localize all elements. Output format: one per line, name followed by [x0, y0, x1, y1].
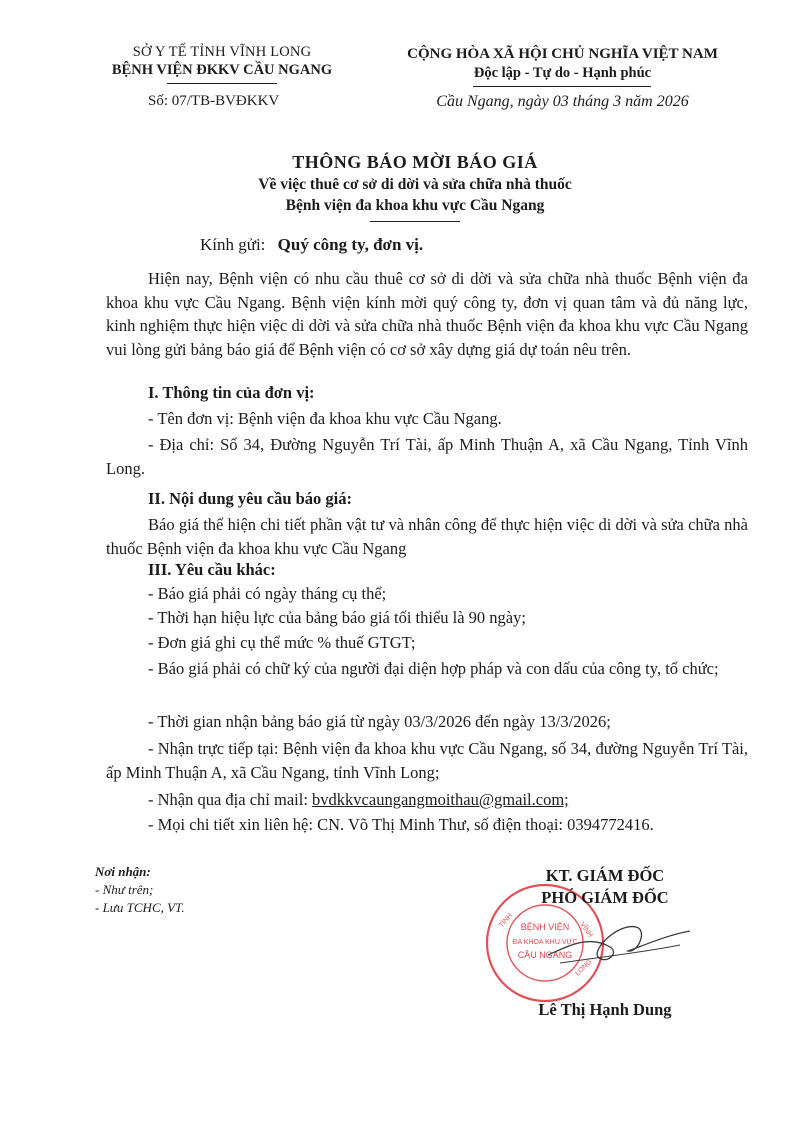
recipient-line: [200, 235, 423, 255]
requirement-item: - Đơn giá ghi cụ thể mức % thuế GTGT;: [148, 633, 416, 652]
title-underline: [370, 221, 460, 222]
hospital-name: BỆNH VIỆN ĐKKV CẦU NGANG: [111, 62, 333, 78]
header-left: [82, 44, 362, 79]
document-subtitle-2: Bệnh viện đa khoa khu vực Cầu Ngang: [285, 197, 545, 214]
section-2-body: Báo giá thể hiện chi tiết phần vật tư và nhân công để thực hiện việc di dời và sửa chữa nhà thuốc Bệnh viện đa khoa khu vực Cầu Ngang: [106, 515, 748, 558]
document-subtitle-1: Về việc thuê cơ sở di dời và sửa chữa nhà thuốc: [258, 176, 572, 193]
seal-text-line: ĐA KHOA KHU VỰC: [512, 939, 578, 946]
document-title: THÔNG BÁO MỜI BÁO GIÁ: [292, 152, 538, 172]
recipient-label: Kính gửi:: [200, 235, 266, 254]
requirement-item: - Báo giá phải có ngày tháng cụ thể;: [148, 584, 387, 603]
intro-text: Hiện nay, Bệnh viện có nhu cầu thuê cơ sở di dời và sửa chữa nhà thuốc Bệnh viện đa khoa khu vực Cầu Ngang. Bệnh viện kính mời quý công ty, đơn vị quan tâm và đủ năng lực, kinh nghiệm thực hiện việc di dời và sửa chữa nhà thuốc Bệnh viện đa khoa khu vực Cầu Ngang vui lòng gửi bảng báo giá để Bệnh viện có cơ sở xây dựng giá dự toán nêu trên.: [106, 269, 748, 359]
national-motto: Độc lập - Tự do - Hạnh phúc: [473, 65, 652, 81]
recipients-heading: Nơi nhận:: [95, 864, 151, 879]
signature-title-2: PHÓ GIÁM ĐỐC: [541, 888, 669, 907]
signer-name: Lê Thị Hạnh Dung: [538, 1000, 672, 1019]
requirement-item: - Báo giá phải có chữ ký của người đại diện hợp pháp và con dấu của công ty, tổ chức;: [148, 659, 719, 678]
requirement-item: - Thời gian nhận bảng báo giá từ ngày 03/3/2026 đến ngày 13/3/2026;: [148, 712, 611, 731]
svg-text:LONG: LONG: [574, 958, 594, 978]
country-name: CỘNG HÒA XÃ HỘI CHỦ NGHĨA VIỆT NAM: [407, 46, 718, 62]
requirement-item: - Nhận trực tiếp tại: Bệnh viện đa khoa khu vực Cầu Ngang, số 34, đường Nguyễn Trí Tài, ấp Minh Thuận A, xã Cầu Ngang, tỉnh Vĩnh Long;: [106, 739, 748, 782]
section-1-address: - Địa chỉ: Số 34, Đường Nguyễn Trí Tài, ấp Minh Thuận A, xã Cầu Ngang, Tỉnh Vĩnh Long.: [106, 435, 748, 478]
signature-title-1: KT. GIÁM ĐỐC: [545, 866, 665, 885]
recipient-value: Quý công ty, đơn vị.: [277, 235, 424, 254]
document-number: Số: 07/TB-BVĐKKV: [148, 93, 280, 109]
section-1-heading: I. Thông tin của đơn vị:: [148, 383, 315, 402]
requirement-item-email: - Nhận qua địa chỉ mail: bvdkkvcaungangmoithau@gmail.com;: [148, 790, 569, 809]
place-date: Cầu Ngang, ngày 03 tháng 3 năm 2026: [436, 93, 689, 110]
section-3-heading: III. Yêu cầu khác:: [148, 560, 276, 579]
intro-paragraph: [106, 267, 748, 361]
handwritten-signature: [540, 905, 710, 978]
recipients-block: [95, 864, 185, 916]
section-2-heading: II. Nội dung yêu cầu báo giá:: [148, 489, 353, 508]
contact-email-link[interactable]: bvdkkvcaungangmoithau@gmail.com;: [312, 790, 569, 809]
svg-text:TỈNH: TỈNH: [498, 912, 515, 930]
recipients-line: - Lưu TCHC, VT.: [95, 900, 185, 915]
requirement-item: - Mọi chi tiết xin liên hệ: CN. Võ Thị Minh Thư, số điện thoại: 0394772416.: [148, 815, 654, 834]
seal-text-line: BỆNH VIỆN: [520, 922, 570, 932]
recipients-line: - Như trên;: [95, 882, 154, 897]
requirement-item: - Thời hạn hiệu lực của bảng báo giá tối thiểu là 90 ngày;: [148, 608, 526, 627]
header-left-underline: [167, 83, 277, 84]
section-1-name: - Tên đơn vị: Bệnh viện đa khoa khu vực Cầu Ngang.: [148, 409, 502, 428]
department-name: SỞ Y TẾ TỈNH VĨNH LONG: [132, 44, 312, 60]
motto-underline: [473, 86, 651, 87]
seal-text-line: CẦU NGANG: [517, 950, 573, 960]
header-right: [385, 46, 740, 82]
svg-text:VĨNH: VĨNH: [578, 921, 594, 939]
